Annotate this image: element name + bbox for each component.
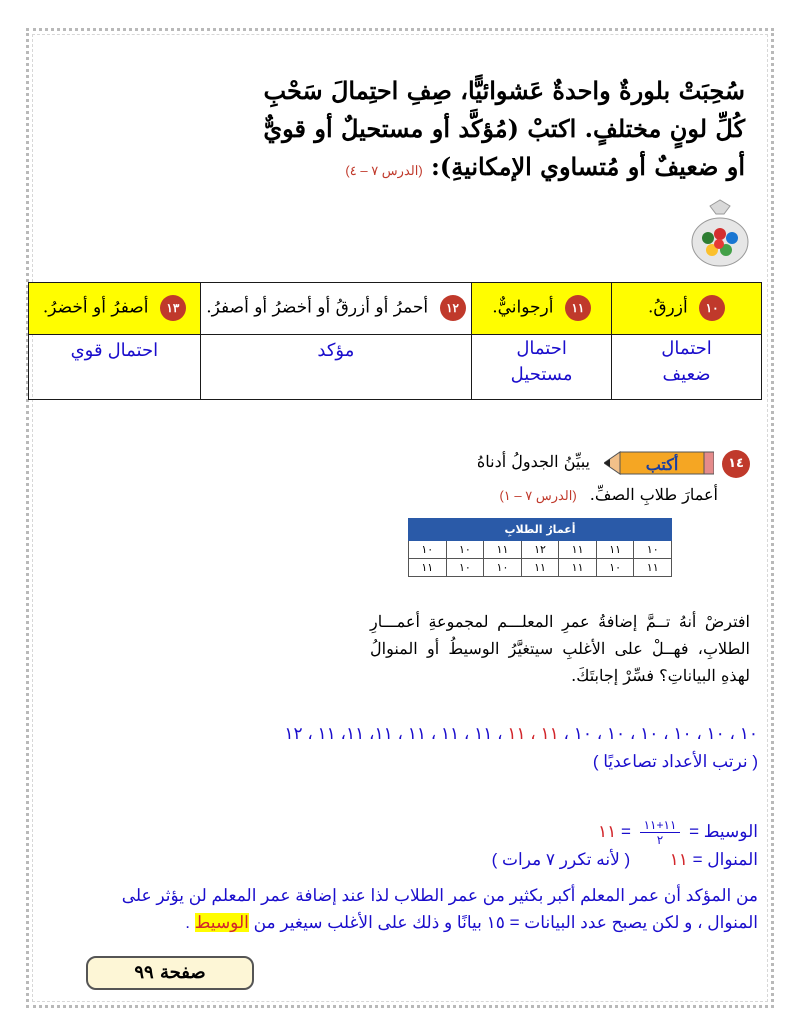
question-14-subtitle-text: أعمارَ طلابِ الصفِّ. — [589, 485, 718, 504]
choice-11 — [472, 283, 612, 335]
table-cell: ١٠ — [596, 559, 634, 577]
median-denominator: ٢ — [656, 833, 664, 847]
table-cell: ١٠ — [446, 559, 484, 577]
question-title-line3-text: أو ضعيفٌ أو مُتساوي الإمكانيةِ): — [431, 152, 745, 181]
table-cell: ١٠ — [409, 541, 447, 559]
sorted-values — [284, 724, 758, 744]
lesson-reference: (الدرس ٧ – ٤) — [345, 163, 423, 178]
ages-table-title: أعمارُ الطلابِ — [409, 519, 672, 541]
table-cell: ١١ — [409, 559, 447, 577]
table-cell: ١١ — [484, 541, 522, 559]
question-14-intro: يبيِّنُ الجدولُ أدناهُ — [476, 452, 590, 471]
write-label-text: أكتب — [645, 455, 679, 474]
question-14-header — [330, 448, 750, 478]
choice-number: ١٢ — [440, 295, 466, 321]
sorted-values-end: ، ١١ ، ١١ ، ١١ ، ١١، ١١، ١١ ، ١٢ — [284, 724, 508, 743]
lesson-reference: (الدرس ٧ – ١) — [499, 488, 577, 503]
median-numerator: ١١+١١ — [640, 818, 681, 833]
median-line — [598, 818, 758, 847]
table-cell: ١٠ — [634, 541, 672, 559]
conclusion-line2-text: المنوال ، و لكن يصبح عدد البيانات = ١٥ بيانًا و ذلك على الأغلب سيغير من — [253, 913, 758, 932]
median-equals: = — [620, 821, 631, 841]
question-14-subtitle — [499, 485, 718, 504]
table-cell: ١٢ — [521, 541, 559, 559]
median-value: ١١ — [597, 821, 617, 841]
choice-10 — [612, 283, 762, 335]
table-cell: ١١ — [559, 541, 597, 559]
mode-note: ( لأنه تكرر ٧ مرات ) — [491, 850, 631, 869]
choice-number: ١٣ — [160, 295, 186, 321]
sort-note: ( نرتب الأعداد تصاعديًا ) — [592, 752, 758, 771]
table-cell: ١٠ — [446, 541, 484, 559]
choice-number: ١٠ — [699, 295, 725, 321]
choice-label: أزرقُ. — [647, 297, 688, 318]
question-title-line1: سُحِبَتْ بلورةٌ واحدةٌ عَشوائيًّا، صِفِ احتِمالَ سَحْبِ — [263, 76, 745, 105]
table-cell: ١١ — [559, 559, 597, 577]
answer-11: احتمال مستحيل — [472, 335, 612, 400]
table-row — [409, 559, 672, 577]
median-fraction — [640, 818, 681, 847]
choice-number: ١١ — [565, 295, 591, 321]
question-title — [245, 72, 745, 190]
sorted-values-start: ١٠ ، ١٠ ، ١٠ ، ١٠ ، ١٠ ، ١٠ ، — [558, 724, 758, 743]
choice-label: أرجوانيٌّ. — [492, 297, 554, 318]
choices-table — [28, 282, 762, 400]
conclusion — [38, 882, 758, 936]
mode-line — [492, 850, 758, 870]
answer-12: مؤكد — [200, 335, 471, 400]
choice-12 — [200, 283, 471, 335]
median-highlight: الوسيط — [194, 913, 249, 932]
answer-10: احتمال ضعيف — [612, 335, 762, 400]
marble-bag-icon — [688, 198, 752, 268]
mode-label: المنوال = — [692, 850, 758, 869]
question-title-line2: كُلِّ لونٍ مختلفٍ. اكتبْ (مُؤكَّد أو مستحيلٌ أو قويٌّ — [263, 114, 745, 143]
table-row — [409, 541, 672, 559]
choice-13 — [29, 283, 201, 335]
conclusion-line2 — [38, 909, 758, 936]
median-label: الوسيط = — [689, 821, 758, 841]
conclusion-end: . — [185, 913, 190, 932]
table-cell: ١١ — [596, 541, 634, 559]
table-cell: ١٠ — [484, 559, 522, 577]
pencil-icon — [604, 448, 714, 478]
table-cell: ١١ — [634, 559, 672, 577]
question-title-line3 — [245, 148, 745, 190]
choice-label: أصفرُ أو أخضرُ. — [42, 297, 149, 318]
conclusion-line1: من المؤكد أن عمر المعلم أكبر بكثير من عمر الطلاب لذا عند إضافة عمر المعلم لن يؤثر على — [121, 886, 758, 905]
question-14-prompt: افترضْ أنهُ تــمَّ إضافةُ عمرِ المعلـــم لمجموعةِ أعمـــارِ الطلابِ، فهــلْ على الأغلبِ سيتغيَّرُ الوسيطُ أو المنوالُ لهذهِ البياناتِ؟ فسِّرْ إجابتَكَ. — [370, 612, 750, 685]
mode-value: ١١ — [669, 850, 688, 869]
page-number: صفحة ٩٩ — [86, 956, 254, 990]
sorted-values-middle: ١١ ، ١١ — [507, 724, 559, 743]
table-cell: ١١ — [521, 559, 559, 577]
choice-label: أحمرُ أو أزرقُ أو أخضرُ أو أصفرُ. — [206, 297, 429, 318]
question-number: ١٤ — [722, 450, 750, 478]
answer-13: احتمال قوي — [29, 335, 201, 400]
ages-table — [408, 518, 672, 577]
